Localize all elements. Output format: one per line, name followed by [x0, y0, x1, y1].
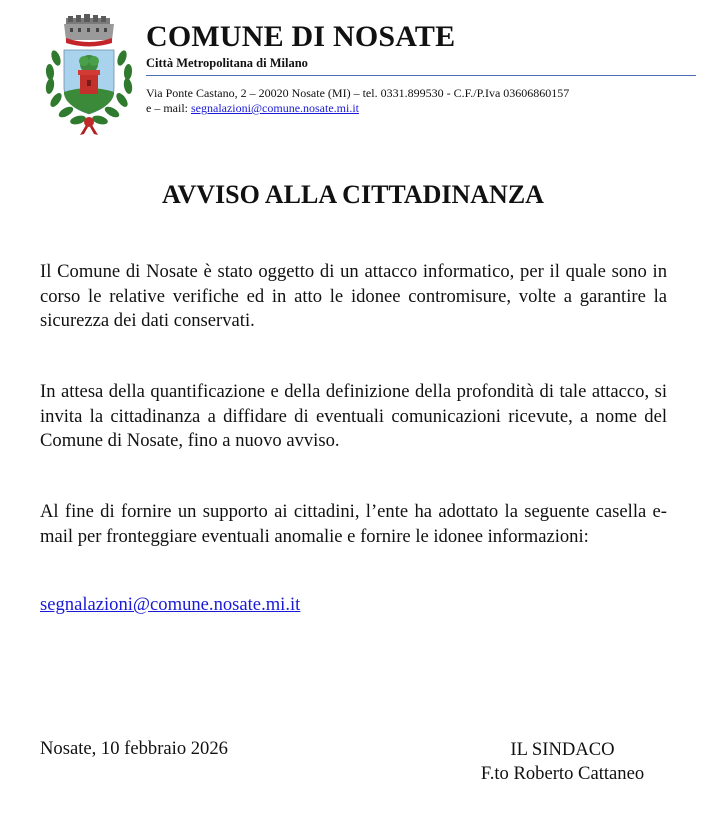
- header-address: Via Ponte Castano, 2 – 20020 Nosate (MI) – tel. 0331.899530 - C.F./P.Iva 03606860157: [146, 86, 570, 100]
- notice-paragraph-1: Il Comune di Nosate è stato oggetto di un attacco informatico, per il quale sono in corso le relative verifiche ed in atto le idonee contromisure, volte a garantire la sicurezza dei dati conservati.: [40, 261, 667, 331]
- place-and-date: Nosate, 10 febbraio 2026: [40, 738, 228, 759]
- header-email-label: e – mail:: [146, 101, 191, 115]
- contact-email-link[interactable]: segnalazioni@comune.nosate.mi.it: [40, 594, 301, 615]
- notice-title: AVVISO ALLA CITTADINANZA: [162, 180, 544, 209]
- municipality-subtitle: Città Metropolitana di Milano: [146, 56, 308, 70]
- shield-icon: [64, 50, 114, 114]
- municipal-coat-of-arms-icon: [42, 14, 136, 136]
- notice-paragraph-3: Al fine di fornire un supporto ai cittadini, l’ente ha adottato la seguente casella e-mail per fronteggiare eventuali anomalie e fornire le idonee informazioni:: [40, 501, 667, 547]
- signatory-role: IL SINDACO: [510, 739, 615, 760]
- signatory-name: F.to Roberto Cattaneo: [480, 763, 645, 784]
- header-divider: [146, 75, 696, 76]
- contact-email: [40, 594, 300, 616]
- signature-block: [440, 738, 685, 786]
- crown-icon: [64, 14, 114, 47]
- header-email-line: [146, 102, 359, 114]
- notice-paragraph-2: In attesa della quantificazione e della definizione della profondità di tale attacco, si invita la cittadinanza a diffidare di eventuali comunicazioni ricevute, a nome del Comune di Nosate, fino a nuovo avviso.: [40, 381, 667, 451]
- municipality-name: COMUNE DI NOSATE: [146, 20, 456, 53]
- header-email-link[interactable]: segnalazioni@comune.nosate.mi.it: [191, 101, 360, 115]
